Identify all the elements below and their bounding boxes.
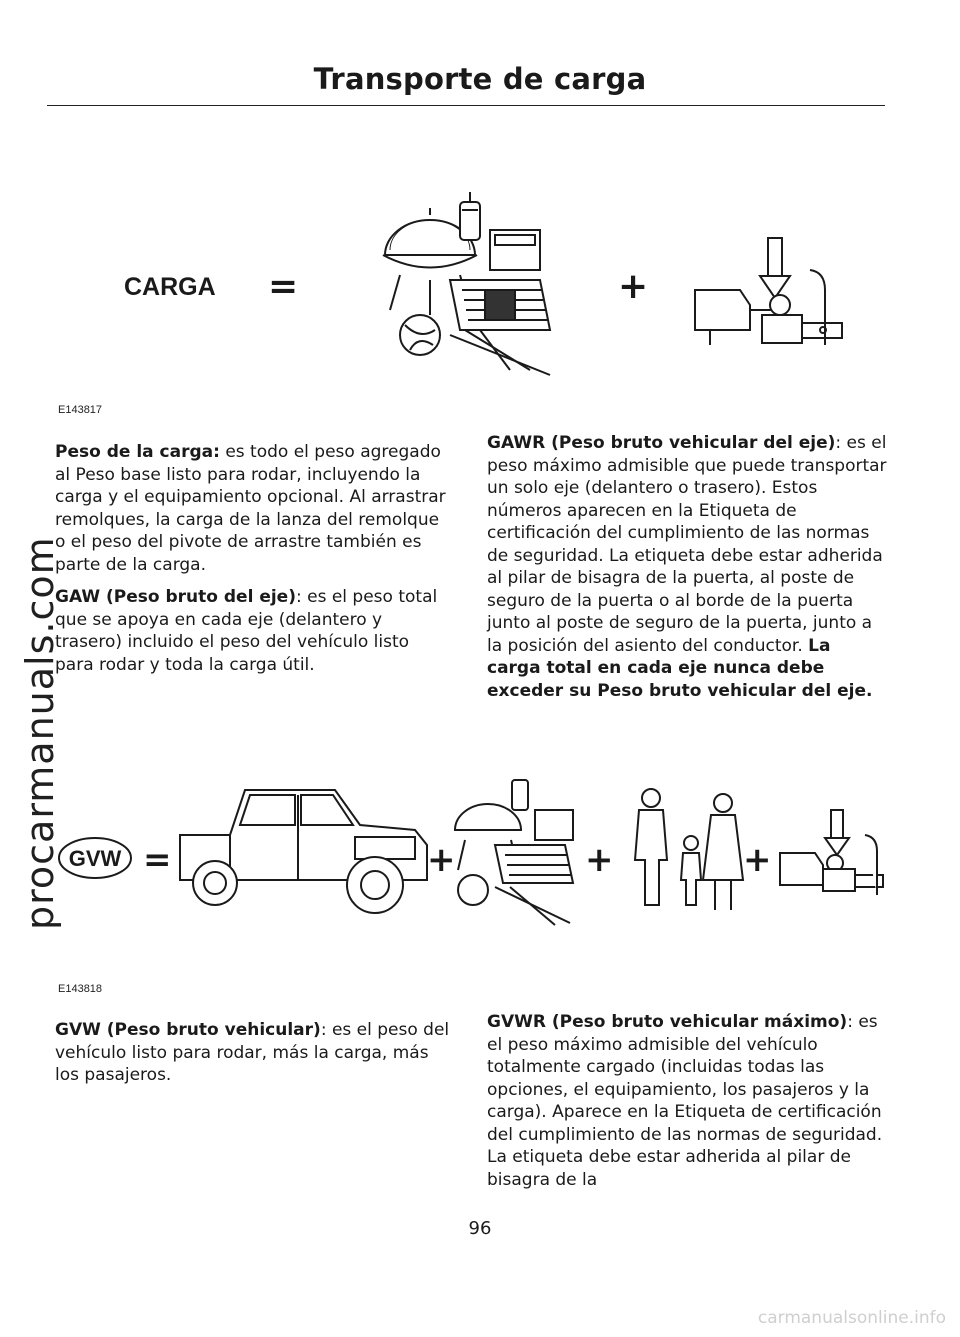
gvwr-term: GVWR (Peso bruto vehicular máximo) — [487, 1012, 848, 1032]
gvwr-paragraph — [487, 1011, 887, 1191]
plus-sign: + — [618, 266, 649, 307]
gvwr-text: : es el peso máximo admisible del vehículo totalmente cargado (incluidas todas las opciones, el equipamiento, los pasajeros y la carga). Aparece en la Etiqueta de certificación del cumplimiento de las normas de seguridad. La etiqueta debe estar adherida al pilar de bisagra de la — [487, 1012, 883, 1190]
side-watermark: procarmanuals.com — [18, 536, 62, 930]
pickup-truck-icon — [180, 790, 427, 913]
page-title: Transporte de carga — [313, 62, 647, 96]
right-column-bottom — [487, 1011, 887, 1201]
cargo-figure — [90, 180, 860, 380]
trailer-hitch-icon — [780, 810, 883, 895]
equals-sign: = — [143, 840, 172, 880]
page-number: 96 — [468, 1218, 492, 1239]
gawr-text: : es el peso máximo admisible que puede transportar un solo eje (delantero o trasero). Estos números aparecen en la Etiqueta de certificación del cumplimiento de las normas de seguridad. La etiqueta debe estar adherida al pilar de bisagra de la puerta, al poste de seguro de la puerta o al borde de la puerta junto al poste de seguro de la puerta, junto a la posición del asiento del conductor. — [487, 433, 887, 656]
cargo-weight-term: Peso de la carga: — [55, 442, 220, 462]
footer-site-watermark: carmanualsonline.info — [757, 1308, 946, 1328]
title-divider — [47, 105, 885, 106]
gvw-text: : es el peso del vehículo listo para rodar, más la carga, más los pasajeros. — [55, 1020, 450, 1085]
right-column-top — [487, 432, 887, 712]
gawr-warning: La carga total en cada eje nunca debe exceder su Peso bruto vehicular del eje. — [487, 635, 873, 701]
figure-code: E143818 — [58, 983, 103, 995]
gaw-term: GAW (Peso bruto del eje) — [55, 587, 296, 607]
plus-sign: + — [585, 840, 614, 880]
plus-sign: + — [427, 840, 456, 880]
cargo-weight-paragraph — [55, 441, 450, 576]
gvw-term: GVW (Peso bruto vehicular) — [55, 1020, 321, 1040]
figure-code: E143817 — [58, 404, 103, 416]
camping-gear-icon — [455, 780, 573, 925]
gawr-term: GAWR (Peso bruto vehicular del eje) — [487, 433, 836, 453]
gaw-text: : es el peso total que se apoya en cada eje (delantero y trasero) incluido el peso del vehículo listo para rodar y toda la carga útil. — [55, 587, 438, 675]
gvw-figure — [55, 765, 890, 935]
gvw-label: GVW — [68, 846, 122, 871]
cargo-weight-text: es todo el peso agregado al Peso base listo para rodar, incluyendo la carga y el equipamiento opcional. Al arrastrar remolques, la carga de la lanza del remolque o el peso del pivote de arrastre también es parte de la carga. — [55, 442, 446, 575]
gawr-paragraph — [487, 432, 887, 702]
passengers-icon — [635, 789, 743, 910]
gvw-paragraph — [55, 1019, 450, 1087]
gaw-paragraph — [55, 586, 450, 676]
trailer-hitch-icon — [695, 238, 842, 345]
left-column-top — [55, 441, 450, 686]
camping-gear-icon — [383, 192, 550, 375]
left-column-bottom — [55, 1019, 450, 1097]
plus-sign: + — [743, 840, 772, 880]
cargo-label: CARGA — [124, 273, 216, 301]
equals-sign: = — [268, 266, 299, 307]
